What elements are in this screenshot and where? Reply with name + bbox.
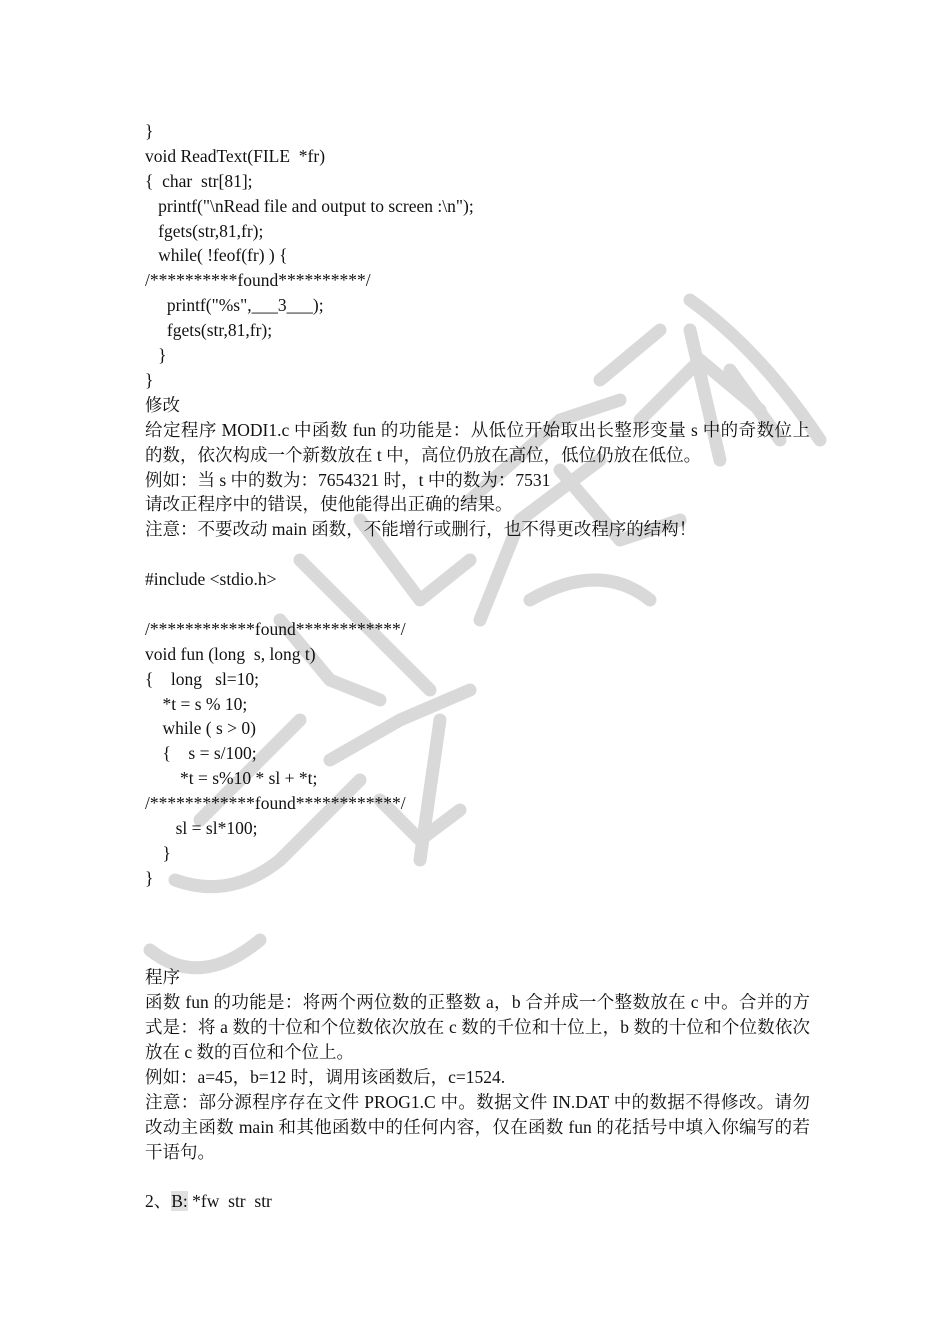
code-line: } bbox=[145, 369, 154, 390]
modi-note: 注意：不要改动 main 函数，不能增行或删行，也不得更改程序的结构！ bbox=[145, 519, 697, 540]
answer-rest: *fw str str bbox=[187, 1191, 272, 1212]
section-heading-modi: 修改 bbox=[145, 394, 180, 415]
code-line: while( !feof(fr) ) { bbox=[145, 245, 288, 266]
code-line: sl = sl*100; bbox=[145, 817, 258, 838]
code-line: } bbox=[145, 867, 154, 888]
code-line: } bbox=[145, 345, 167, 366]
blank-line bbox=[145, 592, 810, 617]
answer-highlight: B: bbox=[171, 1191, 188, 1212]
blank-line bbox=[145, 916, 810, 941]
code-line: } bbox=[145, 842, 171, 863]
code-block-readtext bbox=[145, 119, 810, 393]
code-line: printf("%s",___3___); bbox=[145, 295, 324, 316]
code-line: { char str[81]; bbox=[145, 170, 253, 191]
answer-prefix: 2、 bbox=[145, 1191, 172, 1212]
blank-line bbox=[145, 891, 810, 916]
prog-description: 函数 fun 的功能是：将两个两位数的正整数 a，b 合并成一个整数放在 c 中。合并的方式是：将 a 数的十位和个位数依次放在 c 数的千位和十位上，b 数的十位和个位数依次放在 c 数的百位和个位上。 bbox=[145, 992, 810, 1063]
code-line: { s = s/100; bbox=[145, 743, 257, 764]
code-line: void ReadText(FILE *fr) bbox=[145, 145, 326, 166]
modi-section bbox=[145, 393, 810, 617]
include-line: #include <stdio.h> bbox=[145, 569, 277, 590]
code-line: /************found************/ bbox=[145, 618, 406, 639]
code-line: fgets(str,81,fr); bbox=[145, 320, 273, 341]
blank-line bbox=[145, 542, 810, 567]
code-line: /************found************/ bbox=[145, 793, 406, 814]
code-line: while ( s > 0) bbox=[145, 718, 256, 739]
document-body bbox=[145, 119, 810, 1214]
code-line: void fun (long s, long t) bbox=[145, 643, 316, 664]
blank-line bbox=[145, 940, 810, 965]
code-line: *t = s % 10; bbox=[145, 693, 248, 714]
code-block-fun bbox=[145, 617, 810, 891]
code-line: printf("\nRead file and output to screen :\n"); bbox=[145, 195, 474, 216]
prog-note: 注意：部分源程序存在文件 PROG1.C 中。数据文件 IN.DAT 中的数据不得修改。请勿改动主函数 main 和其他函数中的任何内容，仅在函数 fun 的花括号中填入你编写的若干语句。 bbox=[145, 1091, 810, 1162]
modi-request: 请改正程序中的错误，使他能得出正确的结果。 bbox=[145, 494, 513, 515]
code-line: } bbox=[145, 121, 154, 141]
code-line: fgets(str,81,fr); bbox=[145, 220, 264, 241]
code-line: { long sl=10; bbox=[145, 668, 260, 689]
code-line: *t = s%10 * sl + *t; bbox=[145, 768, 318, 789]
answer-line bbox=[145, 1189, 810, 1214]
modi-description: 给定程序 MODI1.c 中函数 fun 的功能是：从低位开始取出长整形变量 s 中的奇数位上的数，依次构成一个新数放在 t 中，高位仍放在高位，低位仍放在低位。 bbox=[145, 419, 810, 465]
section-heading-prog: 程序 bbox=[145, 967, 180, 988]
modi-example: 例如：当 s 中的数为：7654321 时，t 中的数为：7531 bbox=[145, 469, 551, 490]
prog-section bbox=[145, 965, 810, 1189]
prog-example: 例如：a=45，b=12 时，调用该函数后，c=1524. bbox=[145, 1066, 506, 1087]
code-line: /**********found**********/ bbox=[145, 270, 371, 291]
blank-line bbox=[145, 1165, 810, 1190]
